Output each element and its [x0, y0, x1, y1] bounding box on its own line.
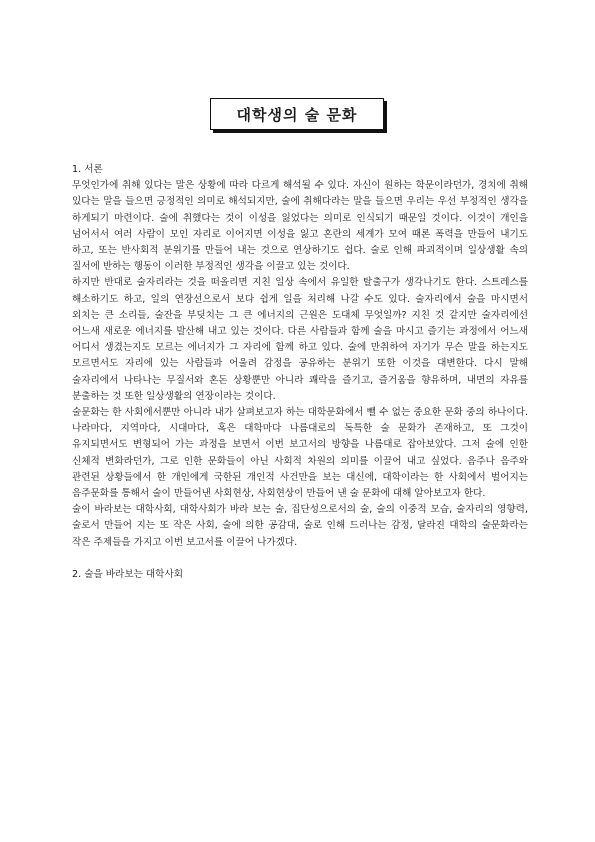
document-body — [72, 162, 528, 583]
document-title: 대학생의 술 문화 — [210, 98, 384, 130]
intro-paragraph-4: 술이 바라보는 대학사회, 대학사회가 바라 보는 술, 집단성으로서의 술, 술의 이중적 모습, 술자리의 영향력, 술로서 만들어 지는 또 작은 사회, 술에 의한 공감대, 술로 인해 드러나는 감정, 달라진 대학의 술문화라는 작은 주제들을 가지고 이번 보고서를 이끌어 나가겠다. — [72, 504, 528, 548]
section-heading-2: 2. 술을 바라보는 대학사회 — [72, 568, 183, 580]
intro-paragraph-1: 무엇인가에 취해 있다는 말은 상황에 따라 다르게 해석될 수 있다. 자신이 원하는 학문이라던가, 경치에 취해 있다는 말을 들으면 긍정적인 의미로 해석되지만, 술에 취해다라는 말을 들으면 우리는 우선 부정적인 생각을 하게되기 마련이다. 술에 취했다는 것이 이성을 잃었다는 의미로 인식되기 때문일 것이다. 이것이 개인을 넘어서서 여러 사람이 모인 자리로 이어지면 이성을 잃고 혼란의 세계가 모여 때론 폭력을 만들어 내기도 하고, 또는 반사회적 분위기를 만들어 내는 것으로 연상하기도 쉽다. 술로 인해 파괴적이며 일상생활 속의 질서에 반하는 행동이 이러한 부정적인 생각을 이끌고 있는 것이다. — [72, 180, 528, 273]
intro-paragraph-2: 하지만 반대로 술자리라는 것을 떠올리면 지친 일상 속에서 유일한 탈출구가 생각나기도 한다. 스트레스를 해소하기도 하고, 일의 연장선으로서 보다 쉽게 일을 처리해 나갈 수도 있다. 술자리에서 술을 마시면서 외치는 큰 소리들, 술잔을 부딪치는 그 큰 에너지의 근원은 도대체 무엇일까? 지친 것 같지만 술자리에선 어느새 새로운 에너지를 발산해 내고 있는 것이다. 다른 사람들과 함께 술을 마시고 즐기는 과정에서 어느새 어디서 생겼는지도 모르는 에너지가 그 자리에 함께 하고 있다. 술에 만취하여 자기가 무슨 말을 하는지도 모르면서도 자리에 있는 사람들과 어울려 감정을 공유하는 분위기 또한 이것을 대변한다. 다시 말해 술자리에서 나타나는 무질서와 혼돈 상황뿐만 아니라 쾌락을 즐기고, 즐거움을 향유하며, 내면의 자유를 분출하는 것 또한 일상생활의 연장이라는 것이다. — [72, 277, 528, 402]
intro-paragraph-3: 술문화는 한 사회에서뿐만 아니라 내가 살펴보고자 하는 대학문화에서 뺄 수 없는 중요한 문화 중의 하나이다. 나라마다, 지역마다, 시대마다, 혹은 대학마다 나름대로의 독특한 술 문화가 존재하고, 또 그것이 유지되면서도 변형되어 가는 과정을 보면서 이번 보고서의 방향을 나름대로 잡아보았다. 그저 술에 인한 신체적 변화라던가, 그로 인한 문화들이 아닌 사회적 차원의 의미를 이끌어 내고 싶었다. 음주나 음주와 관련된 상황들에서 한 개인에게 국한된 개인적 사건만을 보는 대신에, 대학이라는 한 사회에서 벌어지는 음주문화를 통해서 술이 만들어낸 사회현상, 사회현상이 만들어 낸 술 문화에 대해 알아보고자 한다. — [72, 407, 528, 500]
section-heading-intro: 1. 서론 — [72, 164, 103, 175]
section-spacer — [72, 551, 528, 567]
